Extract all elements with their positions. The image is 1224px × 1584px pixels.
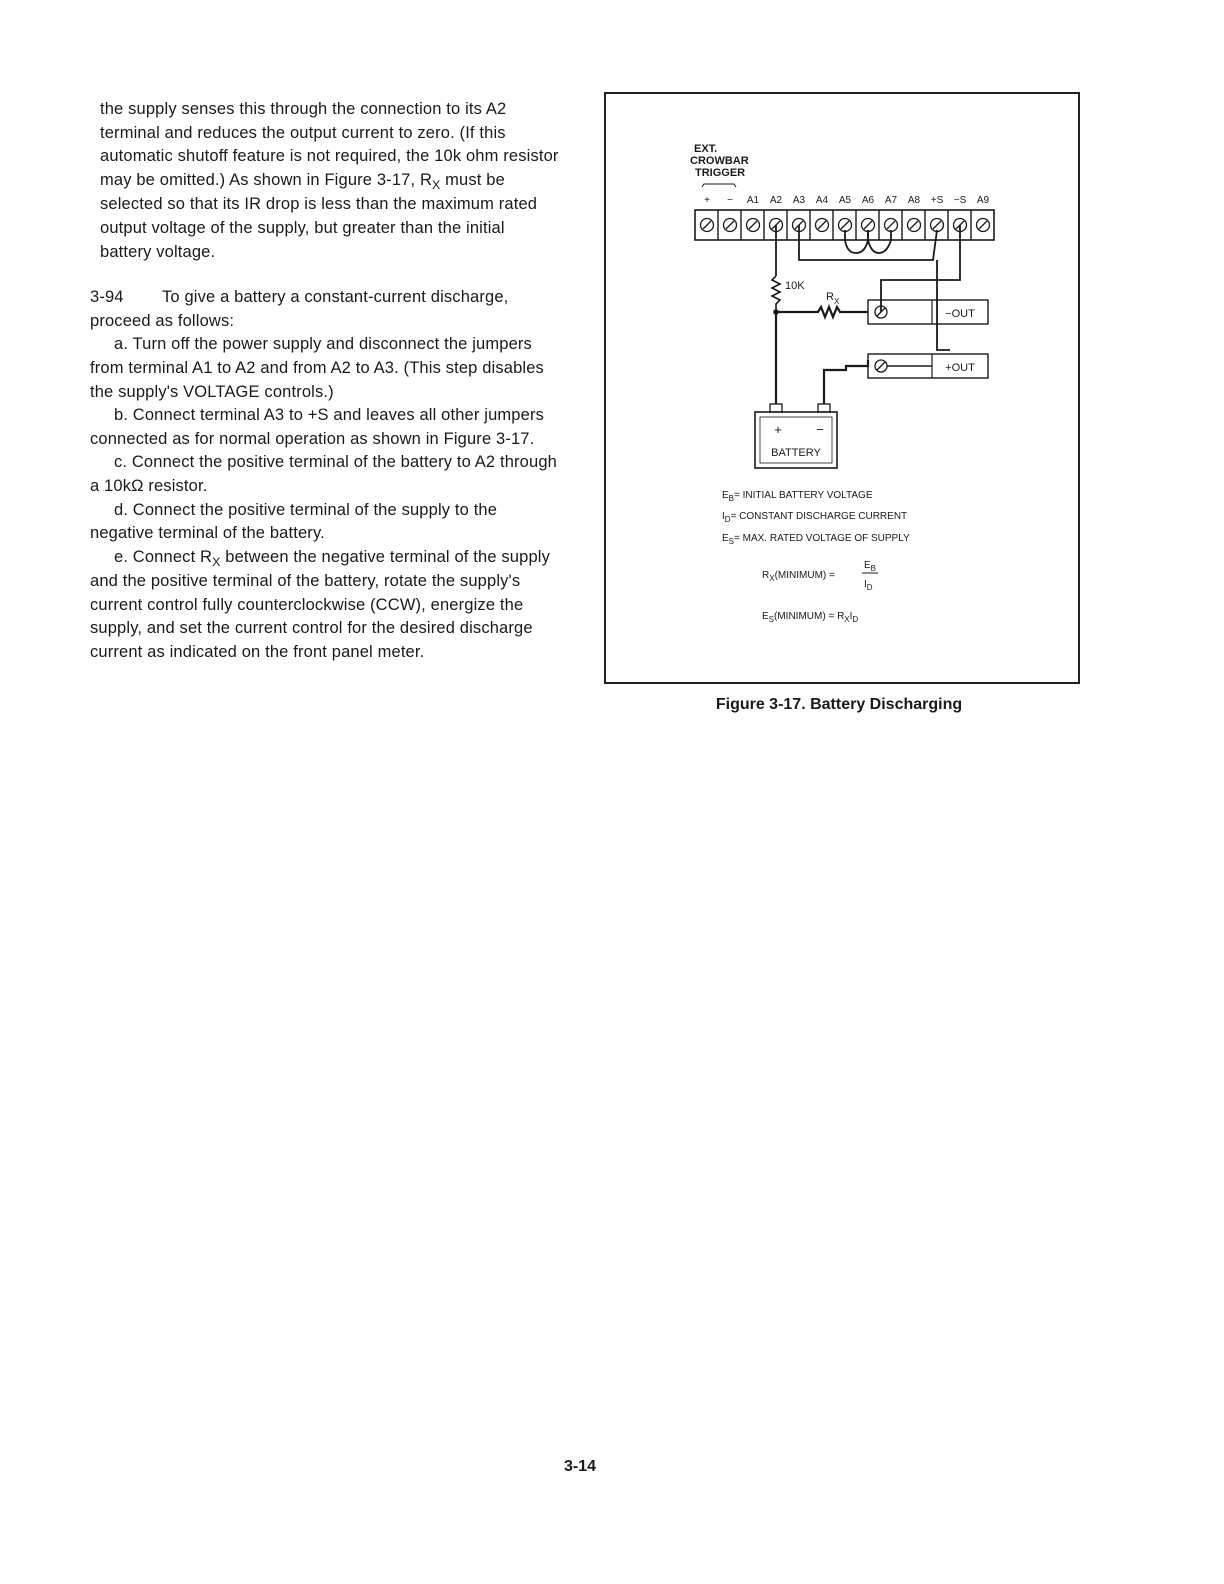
terminal-label-a4: A4 <box>815 195 829 206</box>
formula-id-denominator: $I_D$ <box>864 579 873 592</box>
paragraph-text: To give a battery a constant-current discharge, proceed as follows: <box>90 288 509 330</box>
formula-eb-numerator: $E_B$ <box>864 560 877 573</box>
step-e-pre: e. Connect R <box>114 547 213 566</box>
subscript: X <box>212 555 221 570</box>
terminal-label-a7: A7 <box>884 195 898 206</box>
formula-es: $E_S(MINIMUM) = R_XI_D$ <box>762 611 859 624</box>
wire-battery-minus-to-plus-out <box>824 360 868 404</box>
battery-body <box>755 412 837 468</box>
terminal-label-a1: A1 <box>746 195 760 206</box>
figure-3-17 <box>604 92 1080 684</box>
terminal-label-a5: A5 <box>838 195 852 206</box>
step-e <box>90 546 560 665</box>
battery-minus-post <box>818 404 830 412</box>
crowbar-label: CROWBAR <box>690 155 749 167</box>
terminal-label-minus-s: −S <box>953 195 967 206</box>
step-c: c. Connect the positive terminal of the battery to A2 through a 10kΩ resistor. <box>90 453 557 495</box>
plus-out-screw <box>875 360 887 372</box>
rx-label: $R_X$ <box>826 291 840 306</box>
subscript: X <box>432 178 441 193</box>
terminal-label-minus: − <box>727 195 733 206</box>
screw-terminal-a8 <box>908 219 921 232</box>
screw-terminal-a9 <box>977 219 990 232</box>
legend-es: $E_S=$ MAX. RATED VOLTAGE OF SUPPLY <box>722 533 910 546</box>
terminal-label-a6: A6 <box>861 195 875 206</box>
step-e-post: between the negative terminal of the supply and the positive terminal of the battery, rotate the supply's current control fully counterclockwise (CCW), energize the supply, and set the current control for the desired discharge current as indicated on the front panel meter. <box>90 547 550 662</box>
resistor-10k-label: 10K <box>785 280 805 292</box>
screw-terminal-a7 <box>885 219 898 232</box>
resistor-10k <box>772 276 780 312</box>
screw-terminal-plus-s <box>931 219 944 232</box>
terminal-label-a8: A8 <box>907 195 921 206</box>
step-b: b. Connect terminal A3 to +S and leaves all other jumpers connected as for normal operation as shown in Figure 3-17. <box>90 406 544 448</box>
terminal-label-a2: A2 <box>769 195 783 206</box>
wire-plus-s-to-plus-out <box>937 260 950 350</box>
legend-id: $I_D=$ CONSTANT DISCHARGE CURRENT <box>722 511 908 524</box>
paragraph-3-94 <box>90 286 560 333</box>
legend-eb: $E_B=$ INITIAL BATTERY VOLTAGE <box>722 490 873 503</box>
battery-discharge-diagram <box>606 94 1078 682</box>
formula-rx: $R_X(MINIMUM)$ = <box>762 570 835 583</box>
battery-minus-sign: − <box>816 422 824 437</box>
screw-terminal-a5 <box>839 219 852 232</box>
paragraph-number: 3-94 <box>90 288 124 307</box>
screw-terminal-minus <box>724 219 737 232</box>
terminal-label-a3: A3 <box>792 195 806 206</box>
ext-label: EXT. <box>694 143 718 155</box>
body-text-column <box>90 98 560 665</box>
screw-terminal-a6 <box>862 219 875 232</box>
screw-terminal-plus <box>701 219 714 232</box>
step-d: d. Connect the positive terminal of the supply to the negative terminal of the battery. <box>90 500 498 543</box>
para-text-end: must be selected so that its IR drop is less than the maximum rated output voltage of the supply, but greater than the initial battery voltage. <box>100 170 538 261</box>
para-text: the supply senses this through the connection to its A2 terminal and reduces the output current to zero. (If this automatic shutoff feature is not required, the 10k ohm resistor may be omitted.) As shown in Figure 3-17, R <box>100 100 559 189</box>
terminal-label-plus-s: +S <box>930 195 944 206</box>
terminal-label-a9: A9 <box>976 195 990 206</box>
step-a: a. Turn off the power supply and disconnect the jumpers from terminal A1 to A2 and from A2 to A3. (This step disables the supply's VOLTAGE controls.) <box>90 335 544 401</box>
resistor-rx <box>776 307 868 317</box>
page-number: 3-14 <box>563 1458 597 1475</box>
continued-paragraph <box>90 98 560 264</box>
battery-label: BATTERY <box>771 447 821 459</box>
screw-terminal-a1 <box>747 219 760 232</box>
battery-plus-sign: + <box>774 422 782 437</box>
terminal-label-plus: + <box>704 195 710 206</box>
battery-plus-post <box>770 404 782 412</box>
screw-terminal-a4 <box>816 219 829 232</box>
trigger-bracket <box>702 184 736 187</box>
trigger-label: TRIGGER <box>695 167 746 179</box>
minus-out-label: −OUT <box>945 308 975 320</box>
plus-out-label: +OUT <box>945 362 975 374</box>
figure-caption: Figure 3-17. Battery Discharging <box>715 696 963 713</box>
